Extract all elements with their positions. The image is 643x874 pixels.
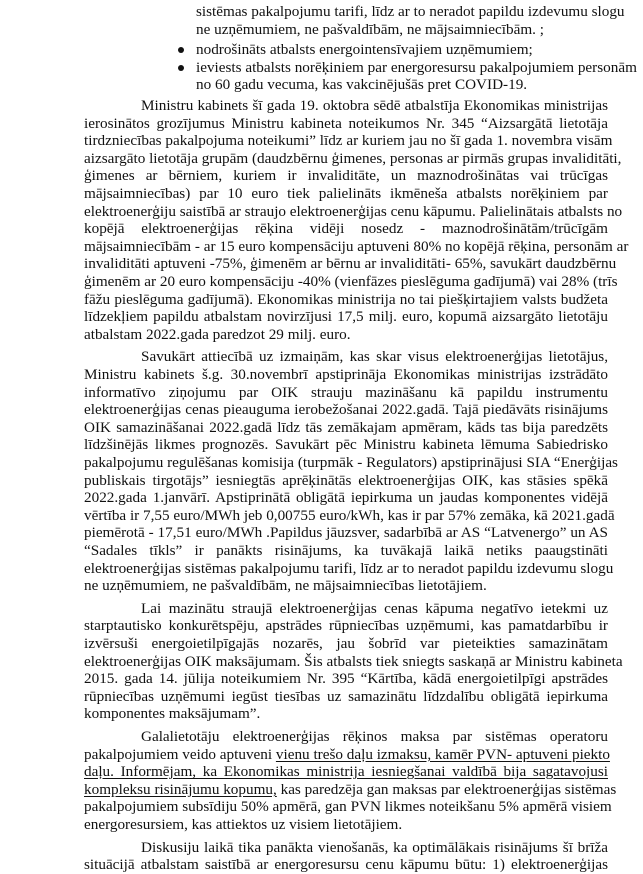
text-line: mājsaimniecības) par 10 euro tiek palielināts ikmēneša atbalsts norēķiniem par (84, 185, 608, 202)
text-line: Lai mazinātu straujā elektroenerģijas cenas kāpuma negatīvo ietekmi uz (141, 599, 608, 617)
text-run: situācijā atbalstam saistībā ar energoresursu cenu kāpumu būtu: 1) elektroenerģijas (84, 856, 608, 874)
text-line (84, 745, 608, 764)
text-line: elektroenerģiju saistībā ar straujo elektroenerģijas cenu kāpumu. Palielinātais atbalsts no (84, 202, 623, 220)
text-run: energoresursiem, kas attiektos uz visiem lietotājiem. (84, 816, 403, 833)
text-line: elektroenerģijas cenas pieauguma ierobežošanai 2022.gadā. Tajā piedāvāts risinājums (84, 401, 608, 419)
text-line: Ministru kabinets šī gada 19. oktobra sēdē atbalstīja Ekonomikas ministrijas (141, 97, 608, 114)
text-line (141, 727, 608, 746)
text-run: kas paredzēja gan maksas par elektroenerģijas sistēmas (276, 780, 617, 798)
text-line: ne uzņēmumiem, ne pašvaldībām, ne mājsaimniecības lietotājiem. (84, 577, 487, 595)
text-line: tirdzniecības pakalpojuma noteikumi” līdz ar kuriem jau no šī gada 1. novembra visām (84, 132, 613, 150)
bullet-icon (178, 65, 184, 71)
text-line: mājsaimniecībām - ar 15 euro kompensāciju aptuveni 80% no kopējā rēķina, personām ar (84, 237, 629, 255)
text-line: fāžu pieslēguma gadījumā). Ekonomikas ministrija no tai piešķirtajiem valsts budžeta (84, 290, 608, 308)
text-run: Galalietotāju elektroenerģijas rēķinos maksa par sistēmas operatoru (141, 728, 608, 745)
text-run: pakalpojumiem veido aptuveni (84, 745, 276, 763)
text-line: ģimenes ar bērniem, kuriem ir invaliditāte, un maznodrošinātas vai trūcīgas (84, 167, 608, 185)
text-line: līdzšinējās likmes prognozēs. Savukārt pēc Ministru kabineta lēmuma Sabiedrisko (84, 436, 608, 454)
text-line: rūpniecības uzņēmumi iegūst tiesības uz samazinātu līdzdalību obligātā iepirkuma (84, 687, 608, 705)
text-line: Ministru kabinets š.g. 30.novembrī apstiprināja Ekonomikas ministrijas izstrādāto (84, 366, 608, 383)
text-line: publiskais tirgotājs” iesniegtās aprēķinātās elektroenerģijas OIK, kas stāsies spēkā (84, 471, 608, 489)
text-line: pakalpojumu regulēšanas komisija (turpmāk - Regulators) apstiprinājusi SIA “Enerģijas (84, 454, 618, 471)
underlined-text: vienu trešo daļu izmaksu, kamēr PVN- aptuveni piekto (275, 745, 610, 763)
text-line: līdzekļiem papildu atbalstam novirzījusi 17,5 milj. euro, kopumā aizsargāto lietotāju (84, 308, 608, 326)
text-line: ģimenēm ar 20 euro kompensāciju -40% (vienfāzes pieslēguma gadījumā) vai 28% (trīs (84, 273, 618, 290)
text-line (84, 762, 608, 781)
text-line: piemērotā - 17,51 euro/MWh .Papildus jāuzsver, sadarbībā ar AS “Latvenergo” un AS (84, 524, 608, 542)
text-line: izvērsuši energoietilpīgajās nozarēs, jau šobrīd var pieteikties samazinātam (84, 635, 608, 652)
text-line: kopējā elektroenerģijas rēķina vidēji nosedz - maznodrošinātām/trūcīgām (84, 220, 608, 238)
text-line: komponentes maksājumam”. (84, 705, 261, 723)
list-item: no 60 gadu vecuma, kas vakcinējušās pret COVID-19. (196, 76, 528, 94)
text-line: ne uzņēmumiem, ne pašvaldībām, ne mājsaimniecībām. ; (196, 20, 544, 38)
text-line (84, 855, 608, 874)
text-line: “Sadales tīkls” ir panākts risinājums, ka tuvākajā laikā netiks paaugstināti (84, 542, 608, 559)
text-line (84, 780, 617, 799)
text-line: informatīvo ziņojumu par OIK strauju mazināšanu kā papildu instrumentu (84, 383, 608, 401)
text-run: pakalpojumiem subsīdiju 50% apmērā, gan PVN likmes noteikšanu 5% apmērā visiem (84, 798, 612, 816)
text-line (84, 797, 612, 816)
text-line: starptautisko konkurētspēju, apstrādes rūpniecības uzņēmumi, kas pamatdarbību ir (84, 617, 608, 635)
text-line: 2015. gada 14. jūlija noteikumiem Nr. 395 “Kārtība, kādā energoietilpīgi apstrādes (84, 670, 608, 688)
text-line: Savukārt attiecībā uz izmaiņām, kas skar visus elektroenerģijas lietotājus, (141, 348, 608, 366)
underlined-text: kompleksu risinājumu kopumu, (84, 780, 277, 798)
list-item: nodrošināts atbalsts energointensīvajiem uzņēmumiem; (196, 41, 533, 59)
list-item: ieviests atbalsts norēķiniem par energoresursu pakalpojumiem personām (196, 58, 637, 76)
text-line: sistēmas pakalpojumu tarifi, līdz ar to neradot papildu izdevumu slogu (196, 3, 625, 20)
text-line: 2022.gada 1.janvārī. Apstiprinātā obligātā iepirkuma un jaudas komponentes vidējā (84, 489, 608, 507)
text-run: Diskusiju laikā tika panākta vienošanās, ka optimālākais risinājums šī brīža (141, 838, 608, 856)
text-line (84, 815, 402, 834)
underlined-text: daļu. Informējam, ka Ekonomikas ministrija iesniegšanai valdībā bija sagatavojusi (84, 763, 608, 781)
text-line: elektroenerģijas OIK maksājumam. Šis atbalsts tiek sniegts saskaņā ar Ministru kabineta (84, 652, 623, 670)
text-line: aizsargāto lietotāja grupām (daudzbērnu ģimenes, personas ar pirmās grupas invaliditāti, (84, 149, 622, 167)
text-line (141, 838, 608, 857)
text-line: invaliditāti aptuveni -75%, ģimenēm ar bērnu ar invaliditāti- 65%, savukārt daudzbērnu (84, 255, 617, 273)
text-line: vērtība ir 7,55 euro/MWh jeb 0,00755 euro/kWh, kas ir par 57% zemāka, kā 2021.gadā (84, 506, 615, 524)
text-line: atbalstam 2022.gada paredzot 29 milj. euro. (84, 325, 351, 343)
bullet-icon (178, 47, 184, 53)
text-line: elektroenerģijas sistēmas pakalpojumu tarifi, līdz ar to neradot papildu izdevumu slogu (84, 559, 614, 577)
text-line: ierosinātos grozījumus Ministru kabineta noteikumos Nr. 345 “Aizsargātā lietotāja (84, 114, 608, 132)
text-line: OIK samazināšanai 2022.gadā līdz tās zemākajam apmēram, kāds tas bija paredzēts (84, 418, 608, 436)
